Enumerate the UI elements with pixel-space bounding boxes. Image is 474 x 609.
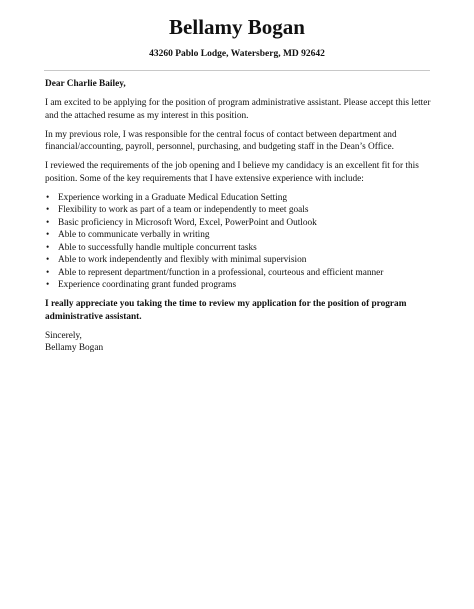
salutation: Dear Charlie Bailey,: [45, 79, 126, 89]
bullet-icon: •: [46, 280, 50, 290]
requirements-intro-paragraph: I reviewed the requirements of the job opening and I believe my candidacy is an excellent fit for this position. Some of the key requirements that I have extensive experience with include:: [45, 161, 419, 184]
signature-name: Bellamy Bogan: [45, 343, 104, 353]
list-item: [45, 267, 435, 280]
bullet-icon: •: [46, 230, 50, 240]
letter-body: [45, 78, 435, 355]
list-item: [45, 192, 435, 205]
list-item: [45, 217, 435, 230]
bullet-icon: •: [46, 217, 50, 228]
requirement-text: Able to work independently and flexibly with minimal supervision: [58, 255, 307, 265]
requirement-text: Able to represent department/function in a professional, courteous and efficient manner: [58, 267, 384, 278]
requirement-text: Able to communicate verbally in writing: [58, 230, 210, 240]
sender-address: 43260 Pablo Lodge, Watersberg, MD 92642: [149, 49, 325, 59]
bullet-icon: •: [46, 205, 50, 215]
requirements-list: [45, 192, 435, 292]
previous-role-paragraph: In my previous role, I was responsible for the central focus of contact between department and financial/accounting, payroll, personnel, purchasing, and budgeting staff in the Dean’s Office.: [45, 129, 397, 152]
list-item: [45, 242, 435, 255]
list-item: [45, 254, 435, 267]
bullet-icon: •: [46, 242, 50, 253]
requirement-text: Able to successfully handle multiple concurrent tasks: [58, 242, 257, 253]
bullet-icon: •: [46, 267, 50, 278]
list-item: [45, 204, 435, 217]
requirement-text: Experience coordinating grant funded programs: [58, 280, 237, 290]
header-divider: [44, 70, 430, 71]
list-item: [45, 279, 435, 292]
intro-paragraph: I am excited to be applying for the position of program administrative assistant. Please accept this letter and the attached resume as my interest in this position.: [45, 98, 431, 121]
bullet-icon: •: [46, 192, 50, 203]
requirement-text: Flexibility to work as part of a team or independently to meet goals: [58, 205, 309, 215]
requirement-text: Experience working in a Graduate Medical Education Setting: [58, 192, 287, 203]
bullet-icon: •: [46, 255, 50, 265]
requirement-text: Basic proficiency in Microsoft Word, Excel, PowerPoint and Outlook: [58, 217, 317, 228]
sender-name: Bellamy Bogan: [169, 15, 305, 39]
list-item: [45, 229, 435, 242]
valediction: Sincerely,: [45, 330, 82, 341]
closing-paragraph: I really appreciate you taking the time to review my application for the position of program administrative assistant.: [45, 299, 407, 322]
